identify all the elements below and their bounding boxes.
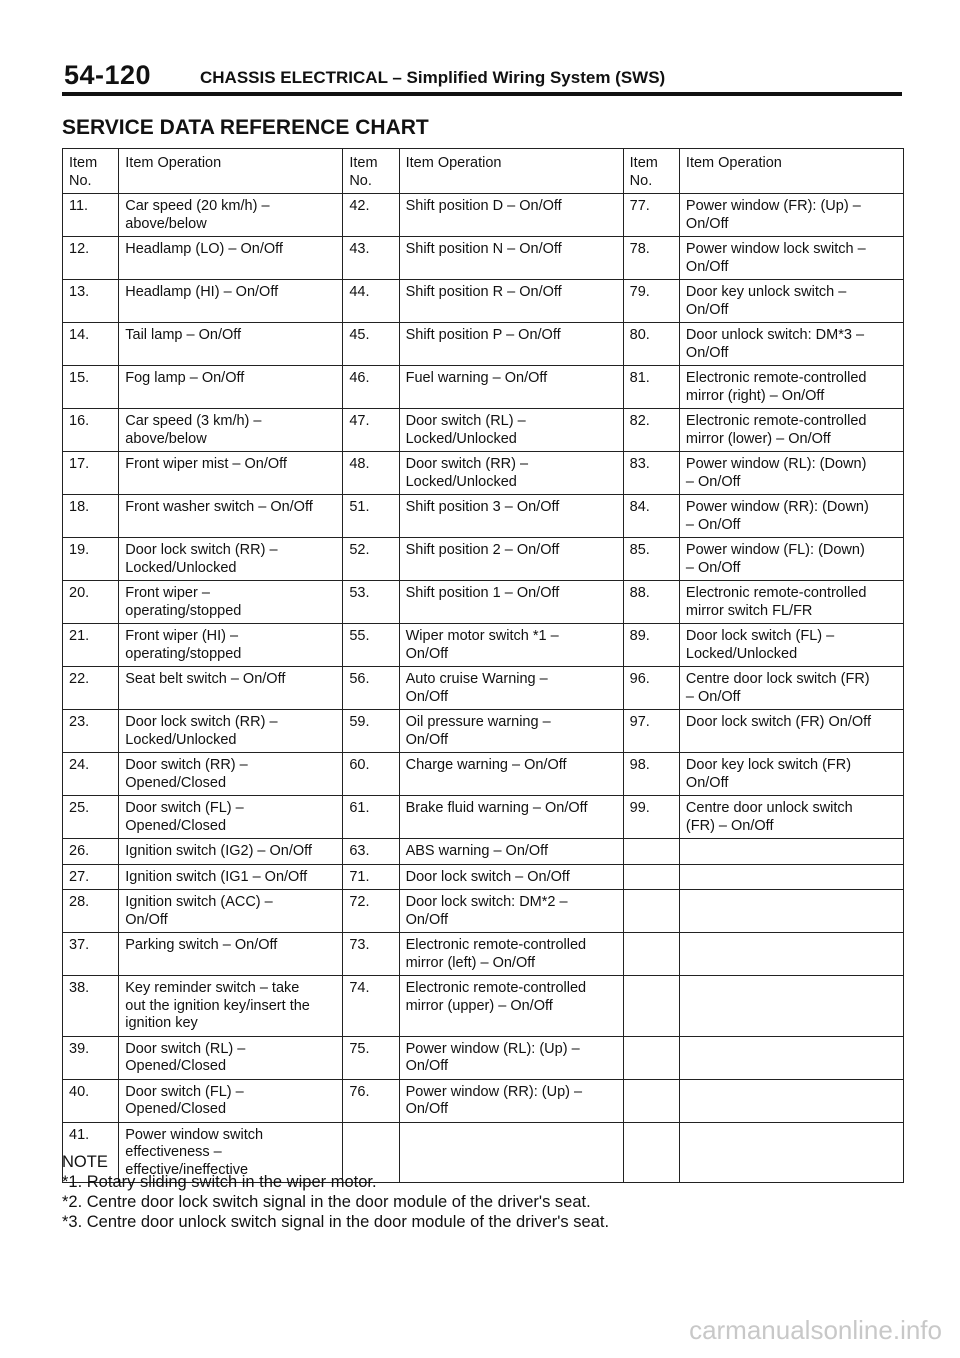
item-operation-cell: Door unlock switch: DM*3 – On/Off xyxy=(679,323,903,366)
item-no-cell: 26. xyxy=(63,839,119,865)
item-no-cell: 96. xyxy=(623,667,679,710)
item-no-cell: 77. xyxy=(623,194,679,237)
item-operation-cell: Brake fluid warning – On/Off xyxy=(399,796,623,839)
item-no-cell xyxy=(623,839,679,865)
item-operation-cell: Shift position D – On/Off xyxy=(399,194,623,237)
item-operation-cell: Power window switch effectiveness – effective/ineffective xyxy=(119,1122,343,1183)
table-row xyxy=(63,796,904,839)
item-operation-cell: Centre door lock switch (FR) – On/Off xyxy=(679,667,903,710)
table-header-row xyxy=(63,149,904,194)
item-no-cell: 41. xyxy=(63,1122,119,1183)
item-no-cell: 82. xyxy=(623,409,679,452)
page-header xyxy=(62,58,902,96)
item-operation-cell: Electronic remote-controlled mirror (upper) – On/Off xyxy=(399,976,623,1037)
item-no-cell: 73. xyxy=(343,933,399,976)
item-no-cell: 55. xyxy=(343,624,399,667)
item-operation-cell: Front washer switch – On/Off xyxy=(119,495,343,538)
item-operation-cell: Front wiper mist – On/Off xyxy=(119,452,343,495)
item-no-cell: 22. xyxy=(63,667,119,710)
item-no-cell: 39. xyxy=(63,1036,119,1079)
item-operation-cell: Centre door unlock switch (FR) – On/Off xyxy=(679,796,903,839)
item-no-cell: 46. xyxy=(343,366,399,409)
item-operation-cell xyxy=(679,1036,903,1079)
header-item-operation: Item Operation xyxy=(679,149,903,194)
item-no-cell xyxy=(623,864,679,890)
item-operation-cell: Door key unlock switch – On/Off xyxy=(679,280,903,323)
table-row xyxy=(63,1079,904,1122)
item-operation-cell: Fog lamp – On/Off xyxy=(119,366,343,409)
section-title: CHASSIS ELECTRICAL – Simplified Wiring System (SWS) xyxy=(200,68,666,87)
table-row xyxy=(63,538,904,581)
item-operation-cell xyxy=(679,933,903,976)
item-no-cell: 84. xyxy=(623,495,679,538)
item-no-cell: 14. xyxy=(63,323,119,366)
table-row xyxy=(63,890,904,933)
item-no-cell: 71. xyxy=(343,864,399,890)
item-operation-cell: Door lock switch – On/Off xyxy=(399,864,623,890)
item-no-cell: 45. xyxy=(343,323,399,366)
item-operation-cell xyxy=(679,890,903,933)
item-no-cell: 63. xyxy=(343,839,399,865)
item-no-cell: 80. xyxy=(623,323,679,366)
item-no-cell: 21. xyxy=(63,624,119,667)
item-operation-cell: Power window lock switch – On/Off xyxy=(679,237,903,280)
item-operation-cell: Door lock switch: DM*2 – On/Off xyxy=(399,890,623,933)
table-body xyxy=(63,194,904,1183)
item-no-cell: 60. xyxy=(343,753,399,796)
item-no-cell: 12. xyxy=(63,237,119,280)
item-no-cell: 13. xyxy=(63,280,119,323)
item-operation-cell: Shift position 1 – On/Off xyxy=(399,581,623,624)
item-operation-cell: Door lock switch (FR) On/Off xyxy=(679,710,903,753)
item-no-cell: 74. xyxy=(343,976,399,1037)
table-row xyxy=(63,237,904,280)
item-no-cell: 27. xyxy=(63,864,119,890)
note-line: *3. Centre door unlock switch signal in the door module of the driver's seat. xyxy=(62,1213,610,1231)
item-operation-cell: Front wiper – operating/stopped xyxy=(119,581,343,624)
item-operation-cell: Door switch (RL) – Locked/Unlocked xyxy=(399,409,623,452)
header-item-no: Item No. xyxy=(623,149,679,194)
item-operation-cell: Door key lock switch (FR) On/Off xyxy=(679,753,903,796)
item-operation-cell: Front wiper (HI) – operating/stopped xyxy=(119,624,343,667)
item-no-cell xyxy=(623,890,679,933)
table-row xyxy=(63,710,904,753)
item-no-cell: 76. xyxy=(343,1079,399,1122)
table-row xyxy=(63,280,904,323)
item-operation-cell: Oil pressure warning – On/Off xyxy=(399,710,623,753)
item-no-cell xyxy=(623,933,679,976)
table-row xyxy=(63,976,904,1037)
item-operation-cell: Electronic remote-controlled mirror (right) – On/Off xyxy=(679,366,903,409)
item-operation-cell: Power window (RR): (Down) – On/Off xyxy=(679,495,903,538)
item-no-cell: 98. xyxy=(623,753,679,796)
item-no-cell: 88. xyxy=(623,581,679,624)
table-row xyxy=(63,366,904,409)
item-no-cell: 19. xyxy=(63,538,119,581)
item-operation-cell: Charge warning – On/Off xyxy=(399,753,623,796)
item-operation-cell xyxy=(679,839,903,865)
item-operation-cell: Power window (FL): (Down) – On/Off xyxy=(679,538,903,581)
item-operation-cell: Shift position P – On/Off xyxy=(399,323,623,366)
header-item-operation: Item Operation xyxy=(119,149,343,194)
item-operation-cell: Headlamp (LO) – On/Off xyxy=(119,237,343,280)
item-no-cell: 47. xyxy=(343,409,399,452)
item-no-cell: 97. xyxy=(623,710,679,753)
item-no-cell: 79. xyxy=(623,280,679,323)
header-item-no: Item No. xyxy=(63,149,119,194)
item-operation-cell: Door switch (FL) – Opened/Closed xyxy=(119,1079,343,1122)
item-operation-cell: Headlamp (HI) – On/Off xyxy=(119,280,343,323)
item-no-cell: 25. xyxy=(63,796,119,839)
item-no-cell: 28. xyxy=(63,890,119,933)
item-no-cell: 20. xyxy=(63,581,119,624)
item-no-cell: 43. xyxy=(343,237,399,280)
item-operation-cell: Car speed (20 km/h) – above/below xyxy=(119,194,343,237)
item-operation-cell: Door switch (FL) – Opened/Closed xyxy=(119,796,343,839)
table-row xyxy=(63,839,904,865)
item-operation-cell xyxy=(679,864,903,890)
item-no-cell: 18. xyxy=(63,495,119,538)
item-operation-cell: Parking switch – On/Off xyxy=(119,933,343,976)
table-row xyxy=(63,667,904,710)
item-operation-cell: Door switch (RL) – Opened/Closed xyxy=(119,1036,343,1079)
service-data-table xyxy=(62,148,904,1183)
item-no-cell: 53. xyxy=(343,581,399,624)
table-row xyxy=(63,581,904,624)
item-no-cell: 78. xyxy=(623,237,679,280)
table-row xyxy=(63,323,904,366)
watermark: carmanualsonline.info xyxy=(689,1315,942,1345)
header-item-no: Item No. xyxy=(343,149,399,194)
item-operation-cell: Power window (FR): (Up) – On/Off xyxy=(679,194,903,237)
note-section xyxy=(62,1152,902,1232)
item-operation-cell xyxy=(679,1079,903,1122)
item-no-cell: 11. xyxy=(63,194,119,237)
item-no-cell: 15. xyxy=(63,366,119,409)
table-row xyxy=(63,933,904,976)
item-operation-cell: ABS warning – On/Off xyxy=(399,839,623,865)
item-operation-cell xyxy=(679,976,903,1037)
item-no-cell: 61. xyxy=(343,796,399,839)
table-row xyxy=(63,1036,904,1079)
item-operation-cell: Seat belt switch – On/Off xyxy=(119,667,343,710)
item-operation-cell: Shift position 2 – On/Off xyxy=(399,538,623,581)
item-no-cell: 85. xyxy=(623,538,679,581)
item-no-cell: 48. xyxy=(343,452,399,495)
item-operation-cell: Door switch (RR) – Opened/Closed xyxy=(119,753,343,796)
item-no-cell: 44. xyxy=(343,280,399,323)
item-no-cell: 75. xyxy=(343,1036,399,1079)
item-operation-cell: Car speed (3 km/h) – above/below xyxy=(119,409,343,452)
table-row xyxy=(63,624,904,667)
item-no-cell xyxy=(623,1079,679,1122)
item-operation-cell: Key reminder switch – take out the ignition key/insert the ignition key xyxy=(119,976,343,1037)
note-line: *1. Rotary sliding switch in the wiper motor. xyxy=(62,1173,377,1191)
table-row xyxy=(63,753,904,796)
item-no-cell: 89. xyxy=(623,624,679,667)
item-operation-cell: Door lock switch (FL) – Locked/Unlocked xyxy=(679,624,903,667)
item-no-cell: 40. xyxy=(63,1079,119,1122)
item-operation-cell: Door lock switch (RR) – Locked/Unlocked xyxy=(119,710,343,753)
item-no-cell: 16. xyxy=(63,409,119,452)
item-operation-cell: Ignition switch (IG1 – On/Off xyxy=(119,864,343,890)
item-no-cell: 42. xyxy=(343,194,399,237)
item-operation-cell: Power window (RL): (Up) – On/Off xyxy=(399,1036,623,1079)
item-operation-cell: Ignition switch (ACC) – On/Off xyxy=(119,890,343,933)
page-number: 54-120 xyxy=(64,60,152,90)
item-operation-cell: Electronic remote-controlled mirror switch FL/FR xyxy=(679,581,903,624)
item-no-cell: 52. xyxy=(343,538,399,581)
note-line: *2. Centre door lock switch signal in the door module of the driver's seat. xyxy=(62,1193,591,1211)
item-operation-cell: Shift position N – On/Off xyxy=(399,237,623,280)
table-row xyxy=(63,864,904,890)
item-operation-cell: Electronic remote-controlled mirror (lower) – On/Off xyxy=(679,409,903,452)
item-no-cell xyxy=(623,976,679,1037)
item-operation-cell: Tail lamp – On/Off xyxy=(119,323,343,366)
item-operation-cell: Auto cruise Warning – On/Off xyxy=(399,667,623,710)
item-operation-cell: Wiper motor switch *1 – On/Off xyxy=(399,624,623,667)
item-no-cell: 81. xyxy=(623,366,679,409)
item-operation-cell: Power window (RR): (Up) – On/Off xyxy=(399,1079,623,1122)
item-no-cell xyxy=(623,1036,679,1079)
item-operation-cell: Electronic remote-controlled mirror (left) – On/Off xyxy=(399,933,623,976)
table-row xyxy=(63,452,904,495)
item-operation-cell: Door lock switch (RR) – Locked/Unlocked xyxy=(119,538,343,581)
table-row xyxy=(63,194,904,237)
chart-title: SERVICE DATA REFERENCE CHART xyxy=(62,116,429,139)
table-row xyxy=(63,409,904,452)
item-operation-cell: Door switch (RR) – Locked/Unlocked xyxy=(399,452,623,495)
item-no-cell: 83. xyxy=(623,452,679,495)
item-no-cell: 38. xyxy=(63,976,119,1037)
item-operation-cell: Shift position R – On/Off xyxy=(399,280,623,323)
item-no-cell: 56. xyxy=(343,667,399,710)
item-no-cell: 24. xyxy=(63,753,119,796)
item-no-cell: 37. xyxy=(63,933,119,976)
item-operation-cell: Fuel warning – On/Off xyxy=(399,366,623,409)
item-operation-cell: Ignition switch (IG2) – On/Off xyxy=(119,839,343,865)
item-operation-cell: Shift position 3 – On/Off xyxy=(399,495,623,538)
item-no-cell: 23. xyxy=(63,710,119,753)
item-no-cell: 72. xyxy=(343,890,399,933)
item-operation-cell: Power window (RL): (Down) – On/Off xyxy=(679,452,903,495)
table-row xyxy=(63,495,904,538)
item-no-cell: 59. xyxy=(343,710,399,753)
item-no-cell: 17. xyxy=(63,452,119,495)
item-no-cell: 51. xyxy=(343,495,399,538)
header-item-operation: Item Operation xyxy=(399,149,623,194)
item-no-cell: 99. xyxy=(623,796,679,839)
note-heading: NOTE xyxy=(62,1153,108,1171)
